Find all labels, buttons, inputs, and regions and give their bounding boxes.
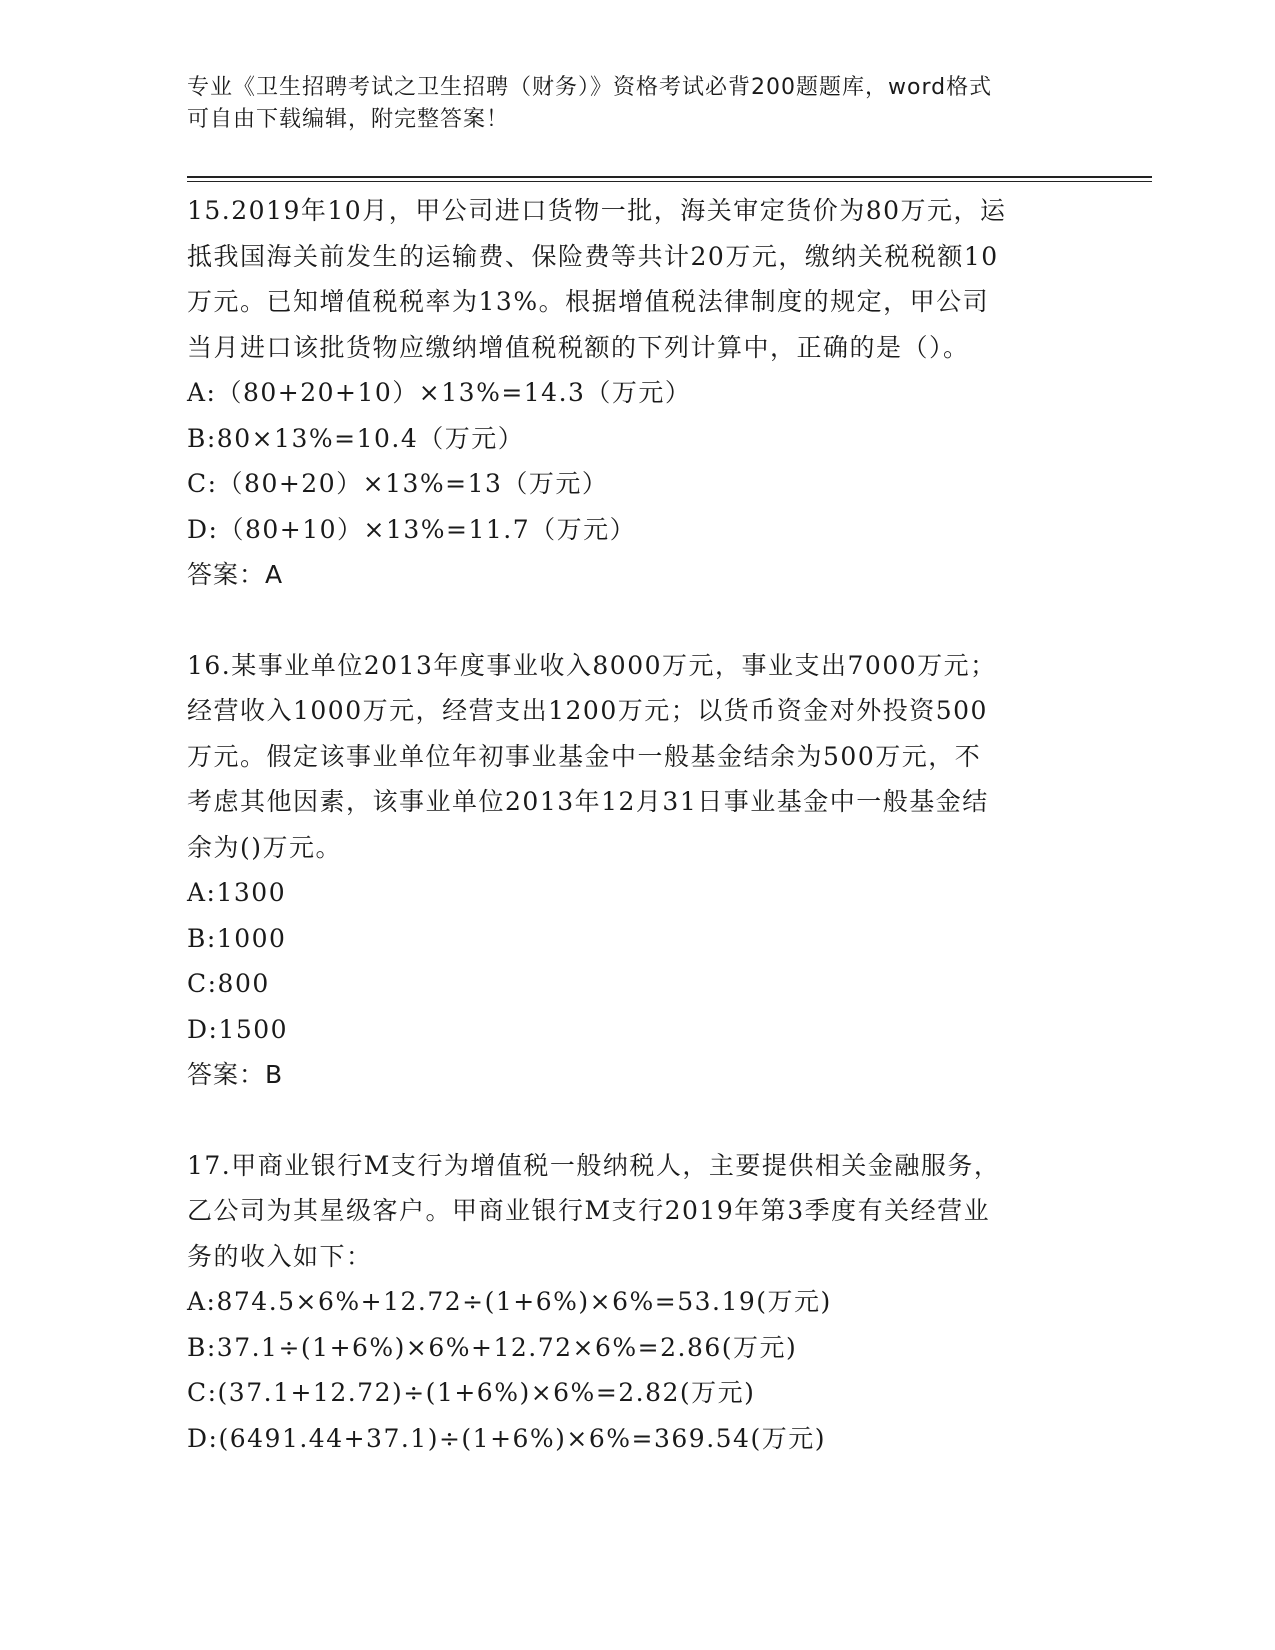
question-stem [187, 188, 1087, 370]
option-b: B:37.1÷(1+6%)×6%+12.72×6%=2.86(万元) [187, 1332, 798, 1362]
document-header [187, 72, 1087, 136]
stem-line: 16.某事业单位2013年度事业收入8000万元，事业支出7000万元； [187, 650, 997, 680]
question-spacer [187, 1098, 1087, 1143]
option-a: A:1300 [187, 878, 287, 907]
stem-line: 余为()万元。 [187, 832, 343, 862]
question-list [187, 188, 1087, 1461]
option-d: D:（80+10）×13%=11.7（万元） [187, 514, 637, 544]
option-b: B:1000 [187, 923, 287, 953]
option-c: C:（80+20）×13%=13（万元） [187, 469, 609, 498]
stem-line: 抵我国海关前发生的运输费、保险费等共计20万元，缴纳关税税额10 [187, 241, 999, 271]
stem-line: 万元。假定该事业单位年初事业基金中一般基金结余为500万元，不 [187, 741, 982, 771]
header-line-2: 可自由下载编辑，附完整答案！ [187, 107, 510, 132]
option-d: D:1500 [187, 1014, 289, 1044]
question-stem [187, 643, 1087, 871]
question-spacer [187, 598, 1087, 643]
header-divider-thick [187, 176, 1152, 178]
stem-line: 经营收入1000万元，经营支出1200万元；以货币资金对外投资500 [187, 696, 988, 725]
option-a: A:（80+20+10）×13%=14.3（万元） [187, 378, 692, 407]
answer-line: 答案：B [187, 1060, 284, 1089]
answer-line: 答案：A [187, 560, 284, 589]
option-a: A:874.5×6%+12.72÷(1+6%)×6%=53.19(万元) [187, 1287, 832, 1316]
option-b: B:80×13%=10.4（万元） [187, 423, 525, 453]
header-divider-thin [187, 181, 1152, 182]
option-c: C:(37.1+12.72)÷(1+6%)×6%=2.82(万元) [187, 1378, 756, 1407]
stem-line: 15.2019年10月，甲公司进口货物一批，海关审定货价为80万元，运 [187, 196, 1007, 225]
stem-line: 务的收入如下： [187, 1241, 373, 1271]
stem-line: 考虑其他因素，该事业单位2013年12月31日事业基金中一般基金结 [187, 787, 989, 816]
stem-line: 17.甲商业银行M支行为增值税一般纳税人，主要提供相关金融服务， [187, 1150, 1001, 1180]
question-15 [187, 188, 1087, 598]
stem-line: 万元。已知增值税税率为13%。根据增值税法律制度的规定，甲公司 [187, 287, 990, 316]
question-17 [187, 1143, 1087, 1462]
stem-line: 当月进口该批货物应缴纳增值税税额的下列计算中，正确的是（）。 [187, 332, 970, 362]
option-d: D:(6491.44+37.1)÷(1+6%)×6%=369.54(万元) [187, 1423, 826, 1453]
option-c: C:800 [187, 969, 270, 998]
question-16 [187, 643, 1087, 1098]
question-stem [187, 1143, 1087, 1280]
stem-line: 乙公司为其星级客户。甲商业银行M支行2019年第3季度有关经营业 [187, 1196, 991, 1225]
header-line-1: 专业《卫生招聘考试之卫生招聘（财务）》资格考试必背200题题库，word格式 [187, 75, 993, 100]
